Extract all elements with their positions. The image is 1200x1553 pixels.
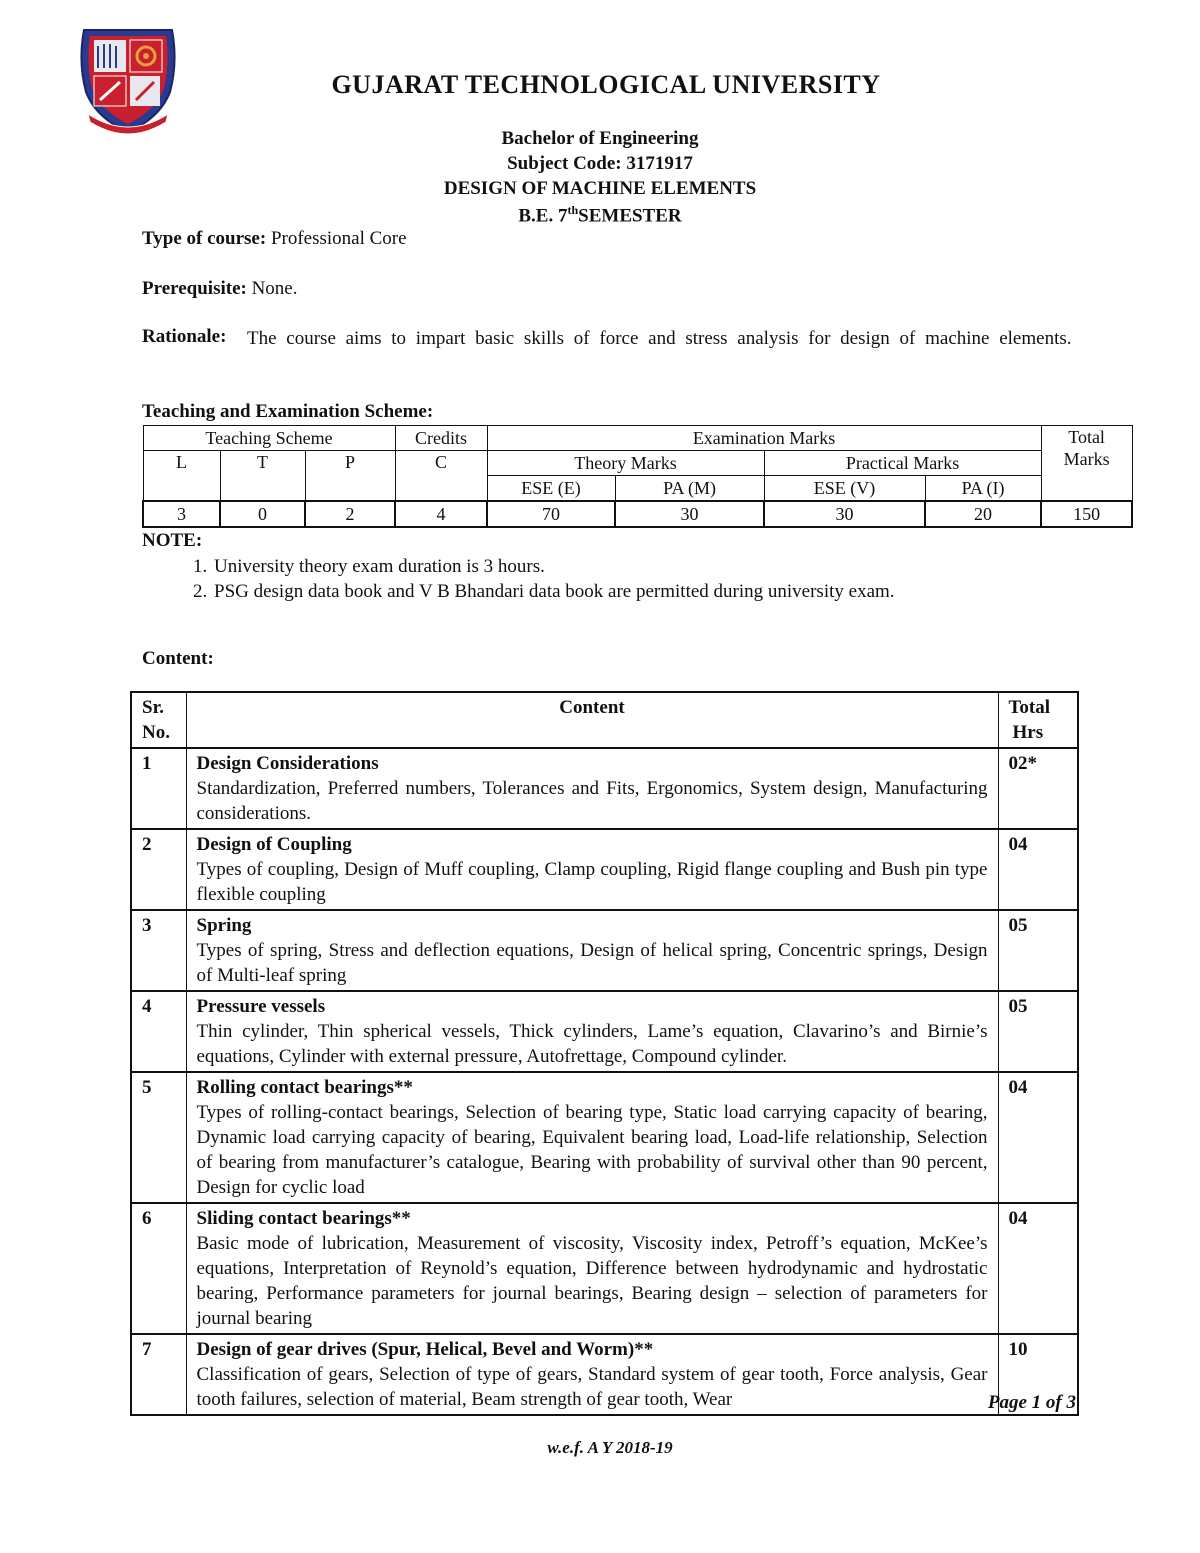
table-row bbox=[131, 991, 1078, 1072]
row-content: Pressure vessels Thin cylinder, Thin spherical vessels, Thick cylinders, Lame’s equation, Clavarino’s and Birnie’s equations, Cylinder with external pressure, Autofrettage, Compound cylinder. bbox=[186, 991, 998, 1072]
teaching-exam-scheme-table bbox=[142, 425, 1133, 528]
row-content: Design of Coupling Types of coupling, Design of Muff coupling, Clamp coupling, Rigid flange coupling and Bush pin type flexible coupling bbox=[186, 829, 998, 910]
lecture-header: L bbox=[143, 451, 220, 502]
row-content: Sliding contact bearings** Basic mode of lubrication, Measurement of viscosity, Viscosity index, Petroff’s equation, McKee’s equations, Interpretation of Reynold’s equation, Difference between hydrodynamic and hydrostatic bearing, Performance parameters for journal bearings, Bearing design – selection of parameters for journal bearing bbox=[186, 1203, 998, 1334]
table-row bbox=[131, 1334, 1078, 1415]
scheme-heading: Teaching and Examination Scheme: bbox=[142, 401, 434, 422]
total-marks-header: Total Marks bbox=[1041, 426, 1132, 502]
row-sr: 7 bbox=[131, 1334, 186, 1415]
table-row bbox=[131, 1072, 1078, 1203]
content-heading: Content: bbox=[142, 648, 214, 669]
row-hrs: 05 bbox=[998, 991, 1078, 1072]
page-number: Page 1 of 3 bbox=[987, 1392, 1076, 1413]
practical-marks-header: Practical Marks bbox=[764, 451, 1041, 476]
teaching-scheme-header: Teaching Scheme bbox=[143, 426, 395, 451]
pa-i-header: PA (I) bbox=[925, 476, 1041, 502]
prerequisite: Prerequisite: None. bbox=[142, 278, 298, 299]
semester: B.E. 7thSEMESTER bbox=[518, 203, 682, 227]
table-row bbox=[131, 910, 1078, 991]
notes-list bbox=[142, 554, 895, 604]
notes bbox=[142, 530, 895, 604]
rationale: Rationale: The course aims to impart basic skills of force and stress analysis for design of machine elements. bbox=[142, 326, 1072, 349]
degree: Bachelor of Engineering bbox=[501, 128, 699, 149]
exam-marks-header: Examination Marks bbox=[487, 426, 1041, 451]
ese-v-header: ESE (V) bbox=[764, 476, 925, 502]
col-hrs: Total Hrs bbox=[998, 692, 1078, 748]
row-hrs: 04 bbox=[998, 1072, 1078, 1203]
value-p: 2 bbox=[305, 501, 395, 527]
course-type: Type of course: Professional Core bbox=[142, 228, 407, 249]
value-ese-e: 70 bbox=[487, 501, 615, 527]
row-content: Design of gear drives (Spur, Helical, Bevel and Worm)** Classification of gears, Selection of type of gears, Standard system of gear tooth, Force analysis, Gear tooth failures, selection of material, Beam strength of gear tooth, Wear bbox=[186, 1334, 998, 1415]
row-hrs: 02* bbox=[998, 748, 1078, 829]
row-hrs: 05 bbox=[998, 910, 1078, 991]
university-title: GUJARAT TECHNOLOGICAL UNIVERSITY bbox=[331, 70, 881, 99]
credits-header: Credits bbox=[395, 426, 487, 451]
value-total: 150 bbox=[1041, 501, 1132, 527]
row-content: Spring Types of spring, Stress and deflection equations, Design of helical spring, Concentric springs, Design of Multi-leaf spring bbox=[186, 910, 998, 991]
theory-marks-header: Theory Marks bbox=[487, 451, 764, 476]
table-row bbox=[131, 829, 1078, 910]
row-sr: 2 bbox=[131, 829, 186, 910]
row-content: Rolling contact bearings** Types of rolling-contact bearings, Selection of bearing type, Static load carrying capacity of bearing, Dynamic load carrying capacity of bearing, Equivalent bearing load, Load-life relationship, Selection of bearing from manufacturer’s catalogue, Bearing with probability of survival other than 90 percent, Design for cyclic load bbox=[186, 1072, 998, 1203]
value-pa-i: 20 bbox=[925, 501, 1041, 527]
row-sr: 3 bbox=[131, 910, 186, 991]
col-sr: Sr. No. bbox=[131, 692, 186, 748]
row-sr: 6 bbox=[131, 1203, 186, 1334]
ese-e-header: ESE (E) bbox=[487, 476, 615, 502]
value-pa-m: 30 bbox=[615, 501, 764, 527]
row-content: Design Considerations Standardization, Preferred numbers, Tolerances and Fits, Ergonomics, System design, Manufacturing considerations. bbox=[186, 748, 998, 829]
note-item: 1. University theory exam duration is 3 hours. bbox=[212, 554, 895, 579]
col-content: Content bbox=[186, 692, 998, 748]
row-hrs: 04 bbox=[998, 1203, 1078, 1334]
subject-name: DESIGN OF MACHINE ELEMENTS bbox=[443, 178, 757, 199]
table-row bbox=[131, 748, 1078, 829]
value-c: 4 bbox=[395, 501, 487, 527]
value-ese-v: 30 bbox=[764, 501, 925, 527]
notes-heading: NOTE: bbox=[142, 530, 203, 551]
subject-code: Subject Code: 3171917 bbox=[507, 153, 693, 174]
value-t: 0 bbox=[220, 501, 305, 527]
content-header-row bbox=[131, 692, 1078, 748]
table-row bbox=[131, 1203, 1078, 1334]
tutorial-header: T bbox=[220, 451, 305, 502]
content-table bbox=[130, 691, 1079, 1416]
credit-header: C bbox=[395, 451, 487, 502]
row-hrs: 10 bbox=[998, 1334, 1078, 1415]
row-sr: 4 bbox=[131, 991, 186, 1072]
row-sr: 5 bbox=[131, 1072, 186, 1203]
value-l: 3 bbox=[143, 501, 220, 527]
pa-m-header: PA (M) bbox=[615, 476, 764, 502]
row-sr: 1 bbox=[131, 748, 186, 829]
note-item: 2. PSG design data book and V B Bhandari data book are permitted during university exam. bbox=[212, 579, 895, 604]
row-hrs: 04 bbox=[998, 829, 1078, 910]
practical-header: P bbox=[305, 451, 395, 502]
effective-year: w.e.f. A Y 2018-19 bbox=[547, 1438, 673, 1457]
